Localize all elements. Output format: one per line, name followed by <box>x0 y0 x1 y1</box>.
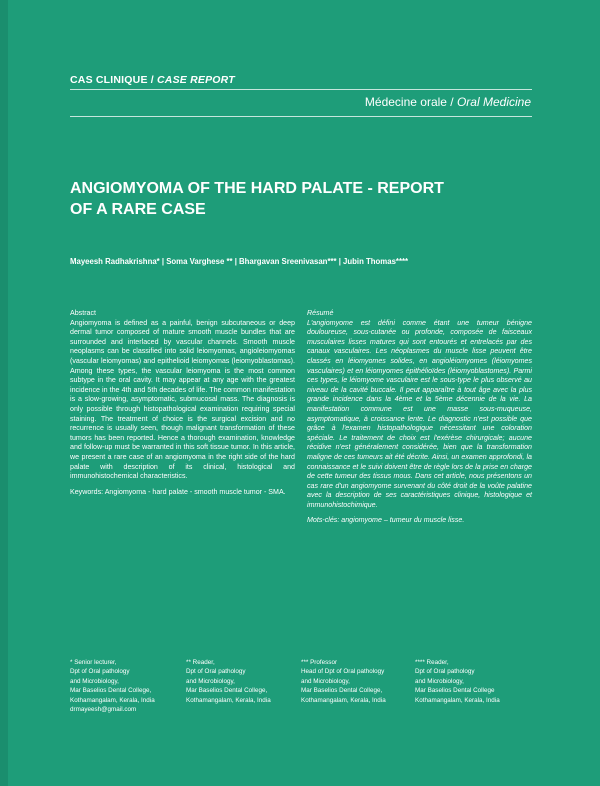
affiliation-email: drmayeesh@gmail.com <box>70 706 137 714</box>
affiliation-line: Kothamangalam, Kerala, India <box>415 696 500 704</box>
section-label <box>70 74 235 86</box>
affiliation-line: Mar Baselios Dental College, <box>186 687 268 695</box>
journal-name <box>365 95 531 109</box>
affiliation-1 <box>70 658 190 714</box>
affiliation-line: and Microbiology, <box>415 677 464 685</box>
affiliation-line: and Microbiology, <box>70 677 119 685</box>
affiliation-2 <box>186 658 306 705</box>
affiliation-line: Mar Baselios Dental College <box>415 687 495 695</box>
affiliation-line: Dpt of Oral pathology <box>70 668 130 676</box>
affiliation-line: Mar Baselios Dental College, <box>301 687 383 695</box>
header-rule-bottom <box>70 116 532 117</box>
journal-name-en: Oral Medicine <box>456 95 531 109</box>
resume-text: L'angiomyome est défini comme étant une tumeur bénigne douloureuse, sous-cutanée ou profonde, composée de faisceaux musculaires lisses matures qui sont entourés et entrelacés par des canaux vasculaires. Les néoplasmes du muscle lisse peuvent être classés en léiomyomes solides, en angioléiomyomes (léiomyomes vasculaires) et en léiomyomes épithélioïdes (léiomyoblastomes). Parmi ces types, le léiomyome vasculaire est le sous-type le plus observé au niveau de la cavité buccale. Il peut apparaître à tout âge avec la plus grande incidence dans la 4ème et la 5ème décennie de la vie. La manifestation commune est une masse sous-muqueuse, asymptomatique, à croissance lente. Le diagnostic n'est possible que grâce à l'examen histopathologique nécessitant une coloration spéciale. Le traitement de choix est l'exérèse chirurgicale; aucune récidive n'est généralement considérée, bien que la transformation maligne de ces tumeurs ait été décrite. Ainsi, un examen approfondi, la connaissance et le suivi doivent être de règle lors de la prise en charge de cette tumeur des tissus mous. Dans cet article, nous présentons un cas rare d'un angiomyome survenant du côté droit de la voûte palatine avec la description de ses caractéristiques clinique, histologique et immunohistochimique. <box>307 318 532 509</box>
affiliation-line: and Microbiology, <box>301 677 350 685</box>
affiliation-line: * Senior lecturer, <box>70 659 117 666</box>
affiliation-3 <box>301 658 421 705</box>
affiliation-line: Kothamangalam, Kerala, India <box>70 696 155 704</box>
abstract-text: Angiomyoma is defined as a painful, benign subcutaneous or deep dermal tumor composed of mature smooth muscle bundles that are surrounded and interlaced by vascular channels. Smooth muscle neoplasms can be classified into solid leiomyomas, angioleiomyomas (vascular leiomyomas) and epithelioid leiomyomas (leiomyoblastomas). Among these types, the vascular leiomyoma is the most common subtype in the oral cavity. It may appear at any age with the greatest incidence in the 4th and 5th decades of life. The common manifestation is a slow-growing, asymptomatic, submucosal mass. The diagnosis is only possible through histopathological examination requiring special staining. The treatment of choice is the surgical excision and no recurrence is usually seen, though malignant transformation of these tumors has been reported. Hence a thorough examination, knowledge and follow-up must be warranted in this soft tissue tumor. In this article, we present a rare case of an angiomyoma in the right side of the hard palate with description of its clinical, histological and immunohistochemical characteristics. <box>70 318 295 481</box>
affiliation-4 <box>415 658 535 705</box>
abstract-heading: Abstract <box>70 309 97 317</box>
section-label-en: CASE REPORT <box>157 74 235 86</box>
abstract-column <box>70 309 295 497</box>
resume-keywords: Mots-clés: angiomyome – tumeur du muscle lisse. <box>307 516 465 525</box>
resume-heading: Résumé <box>307 309 334 317</box>
affiliation-line: Mar Baselios Dental College, <box>70 687 152 695</box>
page-edge-strip <box>0 0 8 786</box>
header-rule-top <box>70 89 532 90</box>
affiliation-line: Dpt of Oral pathology <box>415 668 475 676</box>
affiliation-line: **** Reader, <box>415 659 449 666</box>
journal-name-fr: Médecine orale / <box>364 95 457 109</box>
affiliation-line: Head of Dpt of Oral pathology <box>301 668 385 676</box>
resume-column <box>307 309 532 526</box>
affiliation-line: Kothamangalam, Kerala, India <box>186 696 271 704</box>
affiliation-line: *** Professor <box>301 659 338 666</box>
affiliation-line: ** Reader, <box>186 659 215 666</box>
article-title: ANGIOMYOMA OF THE HARD PALATE - REPORT OF A RARE CASE <box>70 180 444 218</box>
affiliation-line: Kothamangalam, Kerala, India <box>301 696 386 704</box>
affiliation-line: Dpt of Oral pathology <box>186 668 246 676</box>
affiliation-line: and Microbiology, <box>186 677 235 685</box>
author-list: Mayeesh Radhakrishna* | Soma Varghese ** | Bhargavan Sreenivasan*** | Jubin Thomas**** <box>70 257 409 266</box>
section-label-fr: CAS CLINIQUE / <box>70 74 158 86</box>
abstract-keywords: Keywords: Angiomyoma - hard palate - smooth muscle tumor - SMA. <box>70 487 286 496</box>
